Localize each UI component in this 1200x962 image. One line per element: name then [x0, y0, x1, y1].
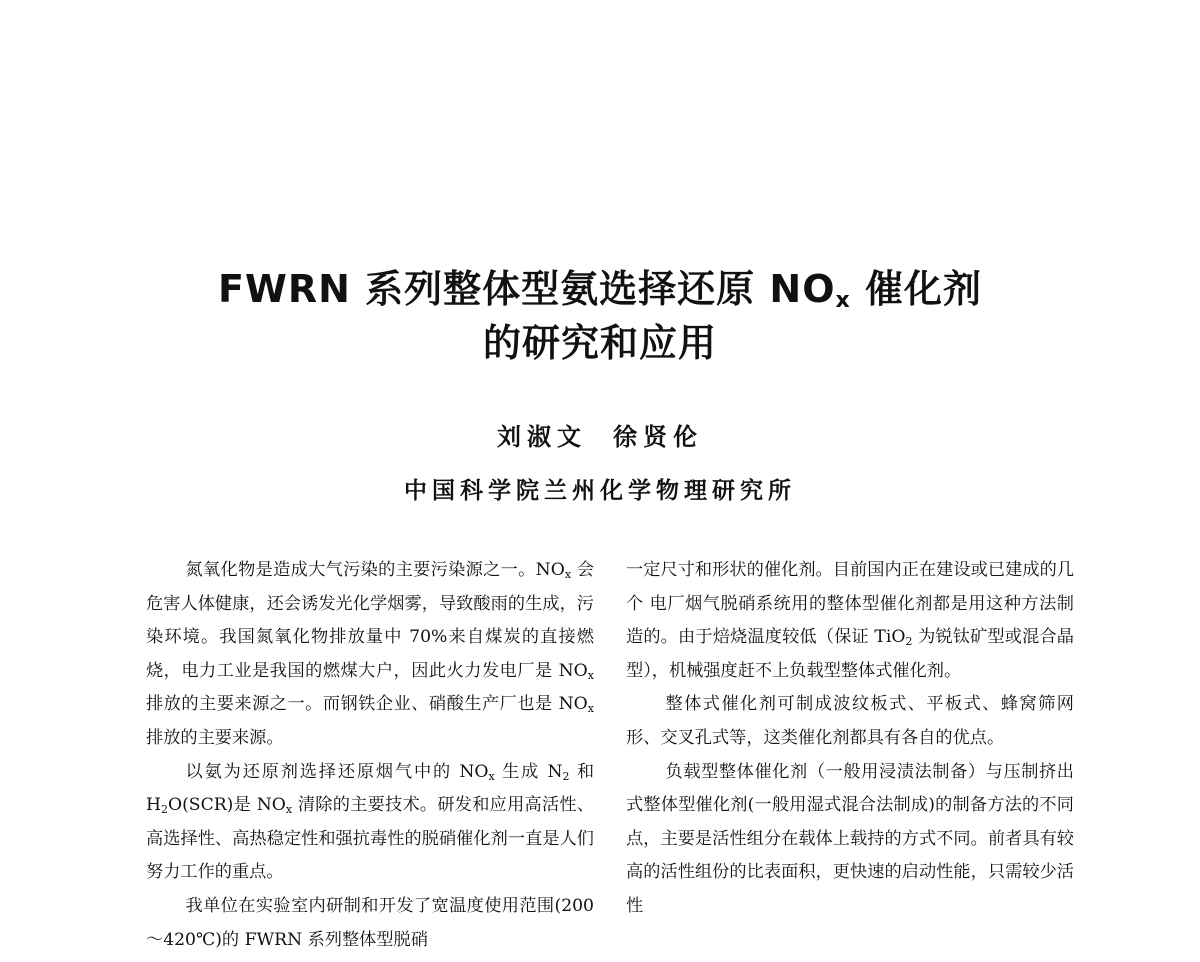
left-column [146, 554, 594, 957]
author-2: 徐贤伦 [613, 422, 703, 451]
left-paragraph-1: 氮氧化物是造成大气污染的主要污染源之一。$NO_x$ 会危害人体健康，还会诱发光化学烟雾，导致酸雨的生成，污染环境。我国氮氧化物排放量中 70%来自煤炭的直接燃烧，电力工业是我国的燃煤大户，因此火力发电厂是 $NO_x$ 排放的主要来源之一。而钢铁企业、硝酸生产厂也是 $NO_x$ 排放的主要来源。 [146, 560, 595, 748]
affiliation: 中国科学院兰州化学物理研究所 [404, 477, 796, 504]
right-paragraph-1: 一定尺寸和形状的催化剂。目前国内正在建设或已建成的几个 电厂烟气脱硝系统用的整体型催化剂都是用这种方法制造的。由于焙烧温度较低（保证 TiO$_2$ 为锐钛矿型或混合晶型），机械强度赶不上负载型整体式催化剂。 [626, 560, 1074, 681]
title-text-end: 催化剂 [850, 267, 982, 311]
left-paragraph-3: 我单位在实验室内研制和开发了宽温度使用范围(200～420℃)的 FWRN 系列整体型脱硝 [146, 895, 594, 950]
right-column [626, 554, 1074, 924]
title-line-1 [0, 262, 1200, 316]
left-paragraph-2: 以氨为还原剂选择还原烟气中的 $NO_x$ 生成 $N_2$ 和 $H_2O(SCR)$是 $NO_x$ 清除的主要技术。研发和应用高活性、高选择性、高热稳定性和强抗毒性的脱硝催化剂一直是人们努力工作的重点。 [146, 761, 595, 883]
right-paragraph-2: 整体式催化剂可制成波纹板式、平板式、蜂窝筛网形、交叉孔式等，这类催化剂都具有各自的优点。 [626, 694, 1074, 748]
title-line-2: 的研究和应用 [482, 321, 717, 365]
paper-title [0, 262, 1200, 370]
title-text: FWRN 系列整体型氨选择还原 NO [218, 267, 836, 311]
author-list [0, 420, 1200, 454]
author-1: 刘淑文 [497, 422, 587, 451]
title-subscript: x [835, 288, 851, 313]
right-paragraph-3: 负载型整体催化剂（一般用浸渍法制备）与压制挤出式整体型催化剂(一般用湿式混合法制成)的制备方法的不同点，主要是活性组分在载体上载持的方式不同。前者具有较高的活性组份的比表面积，更快速的启动性能，只需较少活性 [626, 761, 1074, 916]
